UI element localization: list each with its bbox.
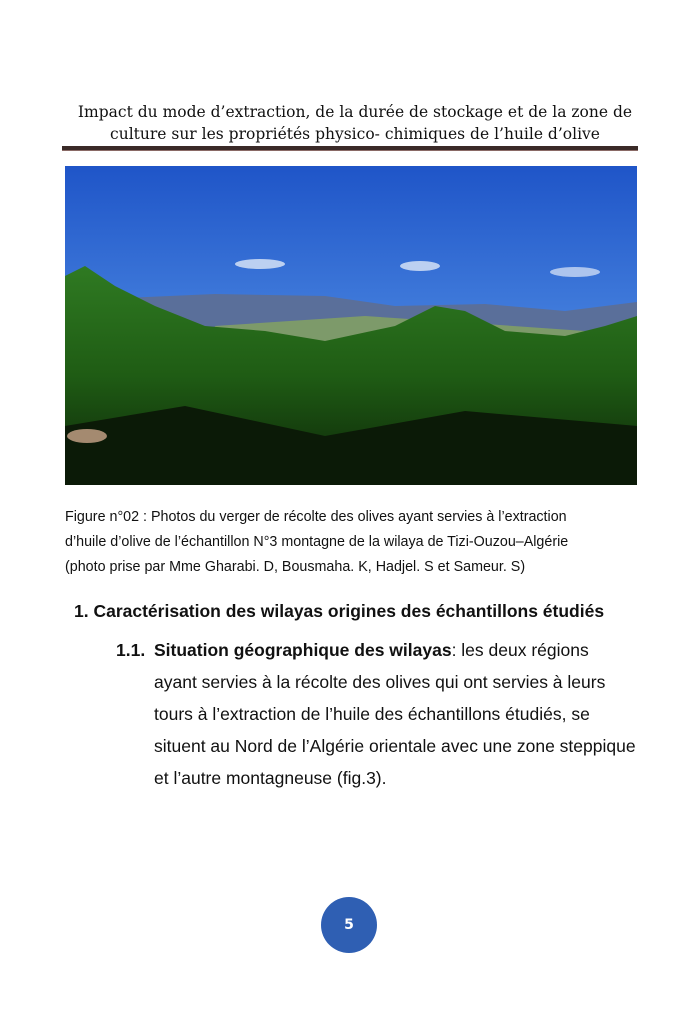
caption-line-3: (photo prise par Mme Gharabi. D, Bousmaha. K, Hadjel. S et Sameur. S)	[65, 559, 526, 575]
subsection-title: Situation géographique des wilayas	[154, 640, 452, 660]
section-heading: 1. Caractérisation des wilayas origines des échantillons étudiés	[74, 601, 605, 621]
header-line-2: culture sur les propriétés physico- chimiques de l’huile d’olive	[110, 125, 600, 143]
subsection-number: 1.1.	[116, 640, 146, 660]
page-number: 5	[321, 897, 377, 953]
subsection	[116, 634, 636, 794]
figure-caption	[65, 505, 645, 580]
header-line-1: Impact du mode d’extraction, de la durée de stockage et de la zone de	[77, 103, 633, 121]
caption-line-2: d’huile d’olive de l’échantillon N°3 montagne de la wilaya de Tizi-Ouzou–Algérie	[65, 534, 569, 550]
orchard-photo	[65, 166, 637, 485]
header-divider	[62, 146, 638, 151]
caption-line-1: Figure n°02 : Photos du verger de récolte des olives ayant servies à l’extraction	[65, 509, 567, 525]
running-header	[60, 101, 650, 145]
subsection-body: ayant servies à la récolte des olives qui ont servies à leurs tours à l’extraction de l’huile des échantillons étudiés, se situent au Nord de l’Algérie orientale avec une zone steppique et l’autre montagneuse (fig.3).	[154, 672, 636, 788]
subsection-text-first: : les deux régions	[451, 640, 589, 660]
